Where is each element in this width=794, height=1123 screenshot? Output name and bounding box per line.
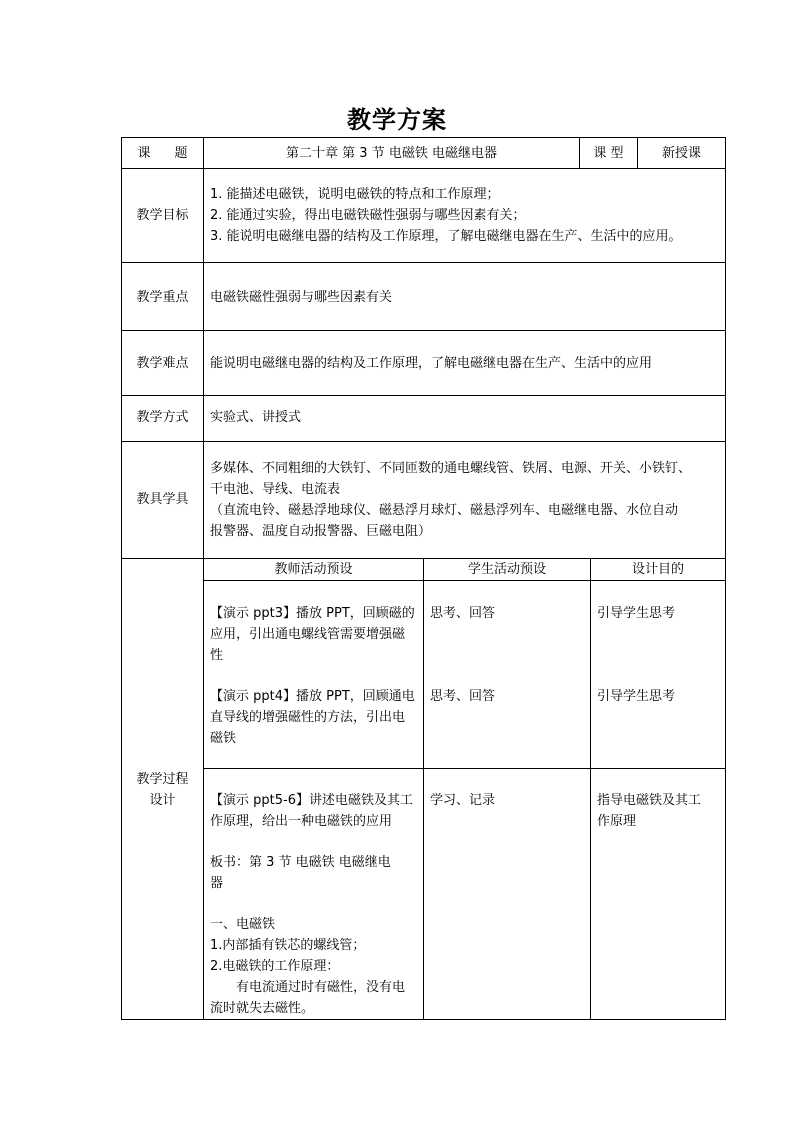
row-divider <box>121 395 725 396</box>
tools-label: 教具学具 <box>136 492 189 507</box>
process-label-line: 设计 <box>149 793 176 808</box>
process-header-divider <box>203 580 725 581</box>
student-activity-3: 学习、记录 <box>430 793 496 808</box>
row-divider <box>121 441 725 442</box>
board-detail-line: 有电流通过时有磁性，没有电 <box>236 980 406 995</box>
teacher-activity-line: 【演示 ppt5-6】讲述电磁铁及其工 <box>210 793 413 808</box>
objective-item: 1. 能描述电磁铁，说明电磁铁的特点和工作原理； <box>210 187 500 202</box>
topic-value: 第二十章 第 3 节 电磁铁 电磁继电器 <box>286 146 497 161</box>
tools-line: （直流电铃、磁悬浮地球仪、磁悬浮月球灯、磁悬浮列车、电磁继电器、水位自动 <box>210 503 679 518</box>
process-block-divider <box>203 768 725 769</box>
method-text: 实验式、讲授式 <box>210 410 302 425</box>
objectives-label: 教学目标 <box>136 208 189 223</box>
tools-line: 干电池、导线、电流表 <box>210 482 341 497</box>
process-label-line: 教学过程 <box>136 772 189 787</box>
student-column-divider <box>423 558 424 1020</box>
row-divider <box>121 330 725 331</box>
teacher-activity-ppt4 <box>210 686 422 749</box>
difficulties-text: 能说明电磁继电器的结构及工作原理，了解电磁继电器在生产、生活中的应用 <box>210 356 653 371</box>
teacher-activity-header: 教师活动预设 <box>274 562 353 577</box>
objective-item: 2. 能通过实验，得出电磁铁磁性强弱与哪些因素有关； <box>210 208 526 223</box>
teacher-activity-line: 应用，引出通电螺线管需要增强磁 <box>210 627 406 642</box>
objective-item: 3. 能说明电磁继电器的结构及工作原理，了解电磁继电器在生产、生活中的应用。 <box>210 229 682 244</box>
section-heading: 一、电磁铁 <box>210 917 276 932</box>
topic-label-ke: 课 <box>137 146 151 161</box>
tools-text <box>210 458 724 542</box>
method-label: 教学方式 <box>136 410 189 425</box>
lesson-type-value: 新授课 <box>661 146 701 161</box>
teacher-activity-line: 作原理，给出一种电磁铁的应用 <box>210 814 393 829</box>
design-purpose-header: 设计目的 <box>631 562 684 577</box>
board-writing-line: 器 <box>210 876 224 891</box>
row-divider <box>121 168 725 169</box>
tools-line: 多媒体、不同粗细的大铁钉、不同匝数的通电螺线管、铁屑、电源、开关、小铁钉、 <box>210 461 692 476</box>
design-purpose-2: 引导学生思考 <box>597 689 676 704</box>
tools-line: 报警器、温度自动报警器、巨磁电阻） <box>210 524 432 539</box>
teacher-activity-line: 直导线的增强磁性的方法，引出电 <box>210 710 406 725</box>
table-border-left <box>121 137 122 1020</box>
design-purpose-line: 作原理 <box>597 814 637 829</box>
row-divider <box>121 262 725 263</box>
design-purpose-line: 指导电磁铁及其工 <box>597 793 702 808</box>
design-purpose-3 <box>597 790 723 832</box>
teacher-activity-ppt3 <box>210 603 422 666</box>
table-border-top <box>121 137 725 138</box>
teacher-activity-ppt5-6 <box>210 790 422 1019</box>
student-activity-2: 思考、回答 <box>430 689 496 704</box>
student-activity-header: 学生活动预设 <box>467 562 546 577</box>
process-label <box>122 769 203 811</box>
document-title: 教学方案 <box>347 105 447 134</box>
topic-label-ti: 题 <box>174 146 188 161</box>
teacher-activity-line: 性 <box>210 648 224 663</box>
teacher-activity-line: 【演示 ppt3】播放 PPT，回顾磁的 <box>210 606 415 621</box>
board-point: 2.电磁铁的工作原理： <box>210 959 340 974</box>
teacher-activity-line: 【演示 ppt4】播放 PPT，回顾通电 <box>210 689 415 704</box>
table-border-right <box>725 137 726 1020</box>
design-purpose-1: 引导学生思考 <box>597 606 676 621</box>
board-writing-line: 板书：第 3 节 电磁铁 电磁继电 <box>210 855 391 870</box>
student-activity-1: 思考、回答 <box>430 606 496 621</box>
topic-label <box>122 143 203 164</box>
key-points-text: 电磁铁磁性强弱与哪些因素有关 <box>210 290 393 305</box>
objectives-list <box>210 184 722 247</box>
difficulties-label: 教学难点 <box>136 356 189 371</box>
lesson-type-label: 课 型 <box>593 146 624 161</box>
purpose-column-divider <box>590 558 591 1020</box>
key-points-label: 教学重点 <box>136 290 189 305</box>
teacher-activity-line: 磁铁 <box>210 731 237 746</box>
board-detail-line: 流时就失去磁性。 <box>210 1001 315 1016</box>
board-point: 1.内部插有铁芯的螺线管； <box>210 938 366 953</box>
